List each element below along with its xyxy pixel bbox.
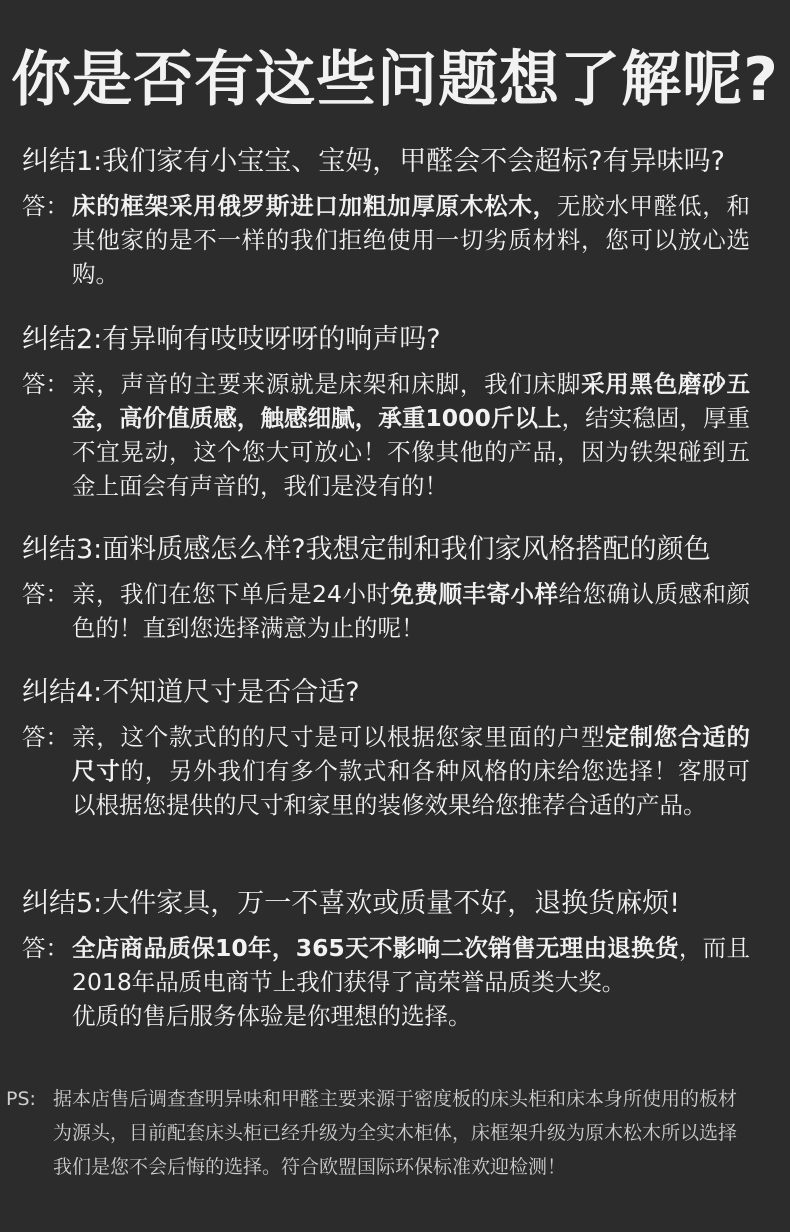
ps-prefix: PS: bbox=[6, 1088, 36, 1110]
faq-question-4: 纠结4:不知道尺寸是否合适? bbox=[22, 677, 360, 708]
answer-prefix: 答： bbox=[22, 723, 69, 751]
answer-text: 无胶水甲醛低，和其他家的是不一样的我们拒绝使用一切劣质材料，您可以放心选购。 bbox=[72, 192, 751, 288]
ps-note bbox=[6, 1082, 746, 1184]
answer-highlight: 定制您合适的尺寸 bbox=[72, 723, 751, 785]
faq-answer-body-1 bbox=[72, 189, 750, 291]
faq-answer-body-2 bbox=[72, 367, 750, 503]
faq-answer-body-3 bbox=[72, 577, 750, 645]
faq-answer-3 bbox=[22, 577, 750, 645]
ps-text: 据本店售后调查查明异味和甲醛主要来源于密度板的床头柜和床本身所使用的板材为源头，目前配套床头柜已经升级为全实木柜体，床框架升级为原木松木所以选择我们是您不会后悔的选择。符合欧盟国际环保标准欢迎检测！ bbox=[53, 1088, 738, 1178]
faq-item-3 bbox=[22, 533, 750, 645]
faq-question-5: 纠结5:大件家具，万一不喜欢或质量不好，退换货麻烦! bbox=[22, 888, 681, 919]
faq-question-2: 纠结2:有异响有吱吱呀呀的响声吗? bbox=[22, 324, 441, 355]
answer-text: 亲，声音的主要来源就是床架和床脚，我们床脚 bbox=[72, 370, 582, 398]
answer-highlight: 床的框架采用俄罗斯进口加粗加厚原木松木， bbox=[72, 192, 557, 220]
answer-highlight: 采用黑色磨砂五金，高价值质感，触感细腻，承重1000斤以上 bbox=[72, 370, 751, 432]
answer-text: 给您确认质感和颜色的！直到您选择满意为止的呢！ bbox=[72, 580, 751, 642]
answer-text: 亲，这个款式的的尺寸是可以根据您家里面的户型 bbox=[72, 723, 606, 751]
faq-answer-4 bbox=[22, 720, 750, 822]
answer-text: 的，另外我们有多个款式和各种风格的床给您选择！客服可以根据您提供的尺寸和家里的装修效果给您推荐合适的产品。 bbox=[72, 757, 751, 819]
answer-text: 亲，我们在您下单后是24小时 bbox=[72, 580, 391, 608]
faq-answer-5 bbox=[22, 931, 750, 1033]
answer-text: ，而且2018年品质电商节上我们获得了高荣誉品质类大奖。 bbox=[72, 934, 750, 996]
faq-item-2 bbox=[22, 323, 750, 503]
faq-item-4 bbox=[22, 676, 750, 822]
faq-answer-2 bbox=[22, 367, 750, 503]
faq-answer-1 bbox=[22, 189, 750, 291]
answer-text: 优质的售后服务体验是你理想的选择。 bbox=[72, 1002, 472, 1030]
page-title: 你是否有这些问题想了解呢? bbox=[11, 45, 779, 115]
answer-text: ，结实稳固，厚重不宜晃动，这个您大可放心！不像其他的产品，因为铁架碰到五金上面会有声音的，我们是没有的！ bbox=[72, 404, 751, 500]
answer-prefix: 答： bbox=[22, 934, 69, 962]
faq-answer-body-5 bbox=[72, 931, 750, 1033]
answer-highlight: 全店商品质保10年，365天不影响二次销售无理由退换货 bbox=[72, 934, 679, 962]
faq-question-1: 纠结1:我们家有小宝宝、宝妈，甲醛会不会超标?有异味吗? bbox=[22, 146, 725, 177]
faq-item-1 bbox=[22, 145, 750, 291]
answer-highlight: 免费顺丰寄小样 bbox=[390, 580, 559, 608]
faq-item-5 bbox=[22, 887, 750, 1033]
faq-question-3: 纠结3:面料质感怎么样?我想定制和我们家风格搭配的颜色 bbox=[22, 534, 711, 565]
answer-prefix: 答： bbox=[22, 192, 69, 220]
faq-answer-body-4 bbox=[72, 720, 750, 822]
answer-prefix: 答： bbox=[22, 580, 69, 608]
answer-prefix: 答： bbox=[22, 370, 69, 398]
